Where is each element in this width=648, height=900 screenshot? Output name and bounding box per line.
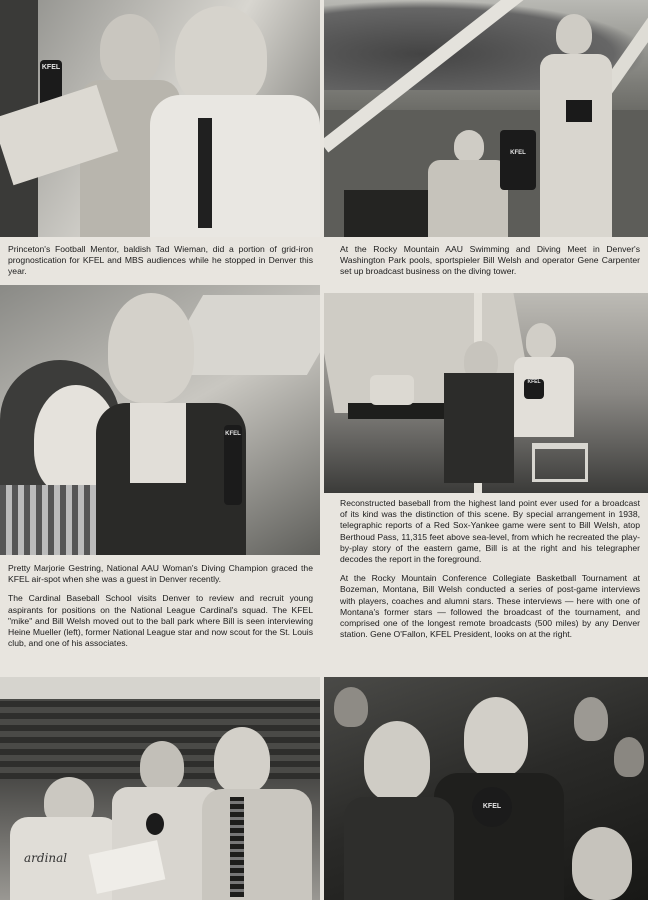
caption-left-middle (8, 563, 313, 657)
person-bill-welsh-glasses (108, 293, 194, 403)
photo-berthoud-pass-tent (324, 293, 648, 493)
person-tad-wieman (175, 6, 267, 106)
amplifier-case (344, 190, 428, 237)
equipment-sign: KFEL (510, 150, 526, 156)
caption-diving-tower (340, 244, 640, 286)
uniform-lettering: ardinal (24, 851, 68, 865)
caption-bozeman-text: At the Rocky Mountain Conference Collegiate Basketball Tournament at Bozeman, Montana, Bill Welsh conducted a series of post-game interviews with players, coaches and alumni stars. These interviews — here with one of Montana's former stars — followed the broadcast of the tournament, and comprised one of the longest remote broadcasts (500 miles) by any Denver station. Gene O'Fallon, KFEL President, looks on at the right. (340, 573, 640, 640)
person-gene-carpenter-body (428, 160, 508, 237)
person-bill-welsh (556, 14, 592, 54)
mbs-microphone-icon (224, 425, 242, 505)
caption-tad-wieman-text: Princeton's Football Mentor, baldish Tad Wieman, did a portion of grid-iron prognostication for KFEL and MBS audiences while he stopped in Denver this year. (8, 244, 313, 277)
interviewer-suit (344, 797, 454, 900)
person-associate (140, 741, 184, 791)
bill-welsh-field-shirt (202, 789, 312, 900)
person-bill-welsh-seated (526, 323, 556, 359)
kfel-microphone-field (146, 813, 164, 835)
person-gene-carpenter (454, 130, 484, 162)
person-young-man (100, 14, 160, 84)
kfel-mic-sign: KFEL (527, 379, 541, 385)
kfel-mic-bozeman (472, 787, 512, 827)
person-tad-wieman-body (150, 95, 320, 237)
crowd-face-1 (334, 687, 368, 727)
necktie (198, 118, 212, 228)
person-bill-welsh-interviewer (364, 721, 430, 801)
caption-marjorie-text: Pretty Marjorie Gestring, National AAU Woman's Diving Champion graced the KFEL air-spot when she was a guest in Denver recently. (8, 563, 313, 585)
telegrapher-body (444, 373, 514, 483)
caption-cardinal-text: The Cardinal Baseball School visits Denver to review and recruit young aspirants for positions on the National League Cardinal's squad. The KFEL "mike" and Bill Welsh moved out to the ball park where Bill is seen interviewing Heine Mueller (left), former National League star and now scout for the St. Louis club, and one of his associates. (8, 593, 313, 649)
stool (532, 443, 588, 482)
photo-marjorie-gestring (0, 285, 320, 555)
person-bill-welsh-body (540, 54, 612, 237)
photo-tad-wieman (0, 0, 320, 237)
person-montana-star (464, 697, 528, 777)
kfel-armband (566, 100, 592, 122)
caption-tad-wieman (8, 244, 313, 286)
caption-diving-tower-text: At the Rocky Mountain AAU Swimming and Diving Meet in Denver's Washington Park pools, sportspieler Bill Welsh and operator Gene Carpenter set up broadcast business on the diving tower. (340, 244, 640, 277)
grandstand-roof (0, 677, 320, 699)
photo-bozeman-interview (324, 677, 648, 900)
kfel-mic-tent (524, 379, 544, 399)
crowd-face-2 (574, 697, 608, 741)
kfel-mic-bozeman-sign: KFEL (482, 803, 502, 810)
microphone-sign: KFEL (41, 64, 61, 71)
typewriter (370, 375, 414, 405)
photo-cardinal-baseball (0, 677, 320, 900)
caption-right-middle (340, 498, 640, 648)
shirt-collar (130, 403, 186, 483)
person-bill-welsh-field (214, 727, 270, 793)
crowd-face-3 (614, 737, 644, 777)
bill-welsh-shirt (514, 357, 574, 437)
person-gene-ofallon (572, 827, 632, 900)
microphone-sign-mbs: KFEL (225, 431, 241, 437)
photo-diving-tower (324, 0, 648, 237)
caption-berthoud-text: Reconstructed baseball from the highest land point ever used for a broadcast of its kind was the distinction of this scene. By special arrangement in 1938, telegraphic reports of a Red Sox-Yankee game were sent to Bill Welsh, atop Berthoud Pass, 11,315 feet above sea-level, from which he recreated the play-by-play story of the eastern game, Bill is at the right and his telegrapher decodes the report in the foreground. (340, 498, 640, 565)
patterned-tie (230, 797, 244, 897)
broadcast-equipment (500, 130, 536, 190)
telegraph-table (348, 403, 458, 419)
